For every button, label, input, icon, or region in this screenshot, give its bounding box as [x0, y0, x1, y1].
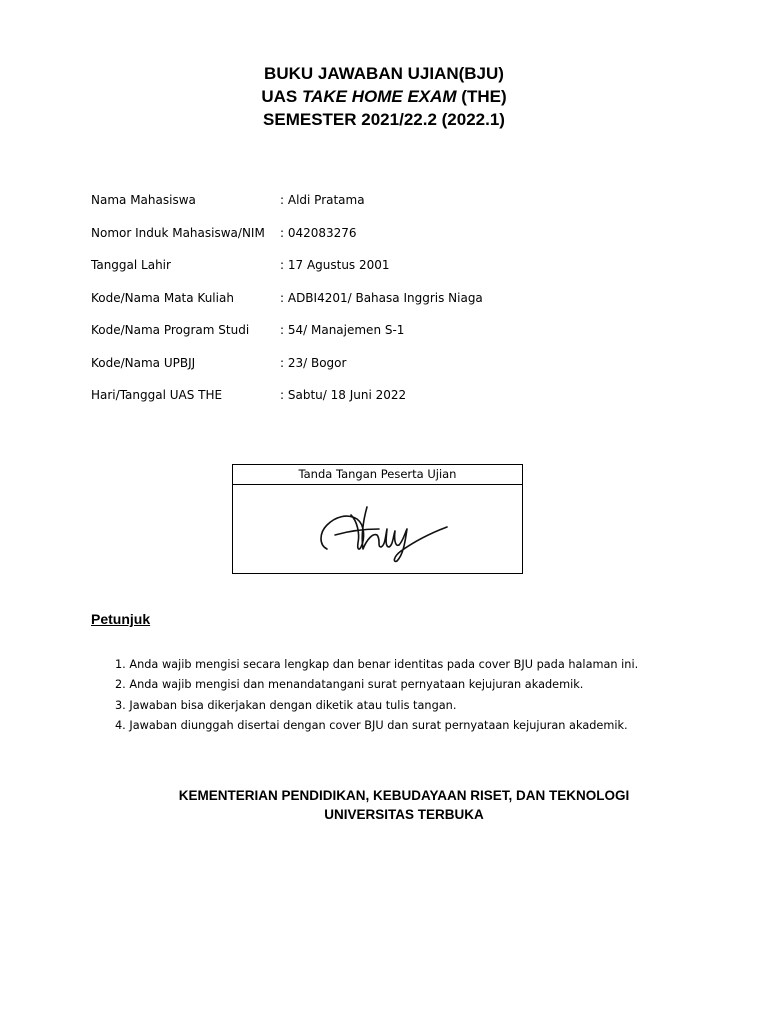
identity-label: Nama Mahasiswa [91, 193, 196, 207]
identity-value: : 042083276 [280, 225, 357, 240]
identity-value: : 23/ Bogor [280, 355, 347, 370]
title-line-2-italic: TAKE HOME EXAM [302, 87, 457, 106]
instructions-list [115, 655, 638, 736]
instructions-heading: Petunjuk [91, 611, 151, 627]
identity-value: : Sabtu/ 18 Juni 2022 [280, 388, 407, 402]
identity-label: Tanggal Lahir [91, 258, 171, 272]
identity-label: Nomor Induk Mahasiswa/NIM [91, 225, 265, 240]
document-title [0, 62, 768, 131]
signature-box [232, 464, 523, 574]
identity-label: Hari/Tanggal UAS THE [91, 388, 223, 402]
identity-value: : 54/ Manajemen S-1 [280, 323, 405, 337]
list-item: 4. Jawaban diunggah disertai dengan cover BJU dan surat pernyataan kejujuran akademik. [115, 718, 628, 732]
title-line-2-prefix: UAS [261, 87, 302, 106]
identity-value: : 17 Agustus 2001 [280, 258, 390, 272]
identity-value: : Aldi Pratama [280, 193, 365, 207]
identity-label: Kode/Nama Program Studi [91, 323, 250, 337]
list-item: 3. Jawaban bisa dikerjakan dengan diketik atau tulis tangan. [115, 698, 457, 712]
signature-area [233, 485, 522, 574]
handwritten-signature [313, 499, 453, 565]
identity-label: Kode/Nama UPBJJ [91, 355, 196, 370]
identity-label: Kode/Nama Mata Kuliah [91, 290, 234, 305]
signature-heading: Tanda Tangan Peserta Ujian [233, 465, 522, 485]
title-line-1: BUKU JAWABAN UJIAN(BJU) [264, 64, 504, 83]
footer-university: UNIVERSITAS TERBUKA [324, 807, 484, 822]
footer-institution [0, 786, 768, 824]
list-item: 2. Anda wajib mengisi dan menandatangani surat pernyataan kejujuran akademik. [115, 678, 584, 692]
title-line-2 [0, 85, 768, 108]
list-item: 1. Anda wajib mengisi secara lengkap dan benar identitas pada cover BJU pada halaman ini. [115, 658, 639, 671]
identity-value: : ADBI4201/ Bahasa Inggris Niaga [280, 290, 483, 305]
footer-ministry: KEMENTERIAN PENDIDIKAN, KEBUDAYAAN RISET, DAN TEKNOLOGI [178, 788, 630, 803]
title-line-3: SEMESTER 2021/22.2 (2022.1) [263, 110, 505, 129]
title-line-2-suffix: (THE) [456, 87, 507, 106]
